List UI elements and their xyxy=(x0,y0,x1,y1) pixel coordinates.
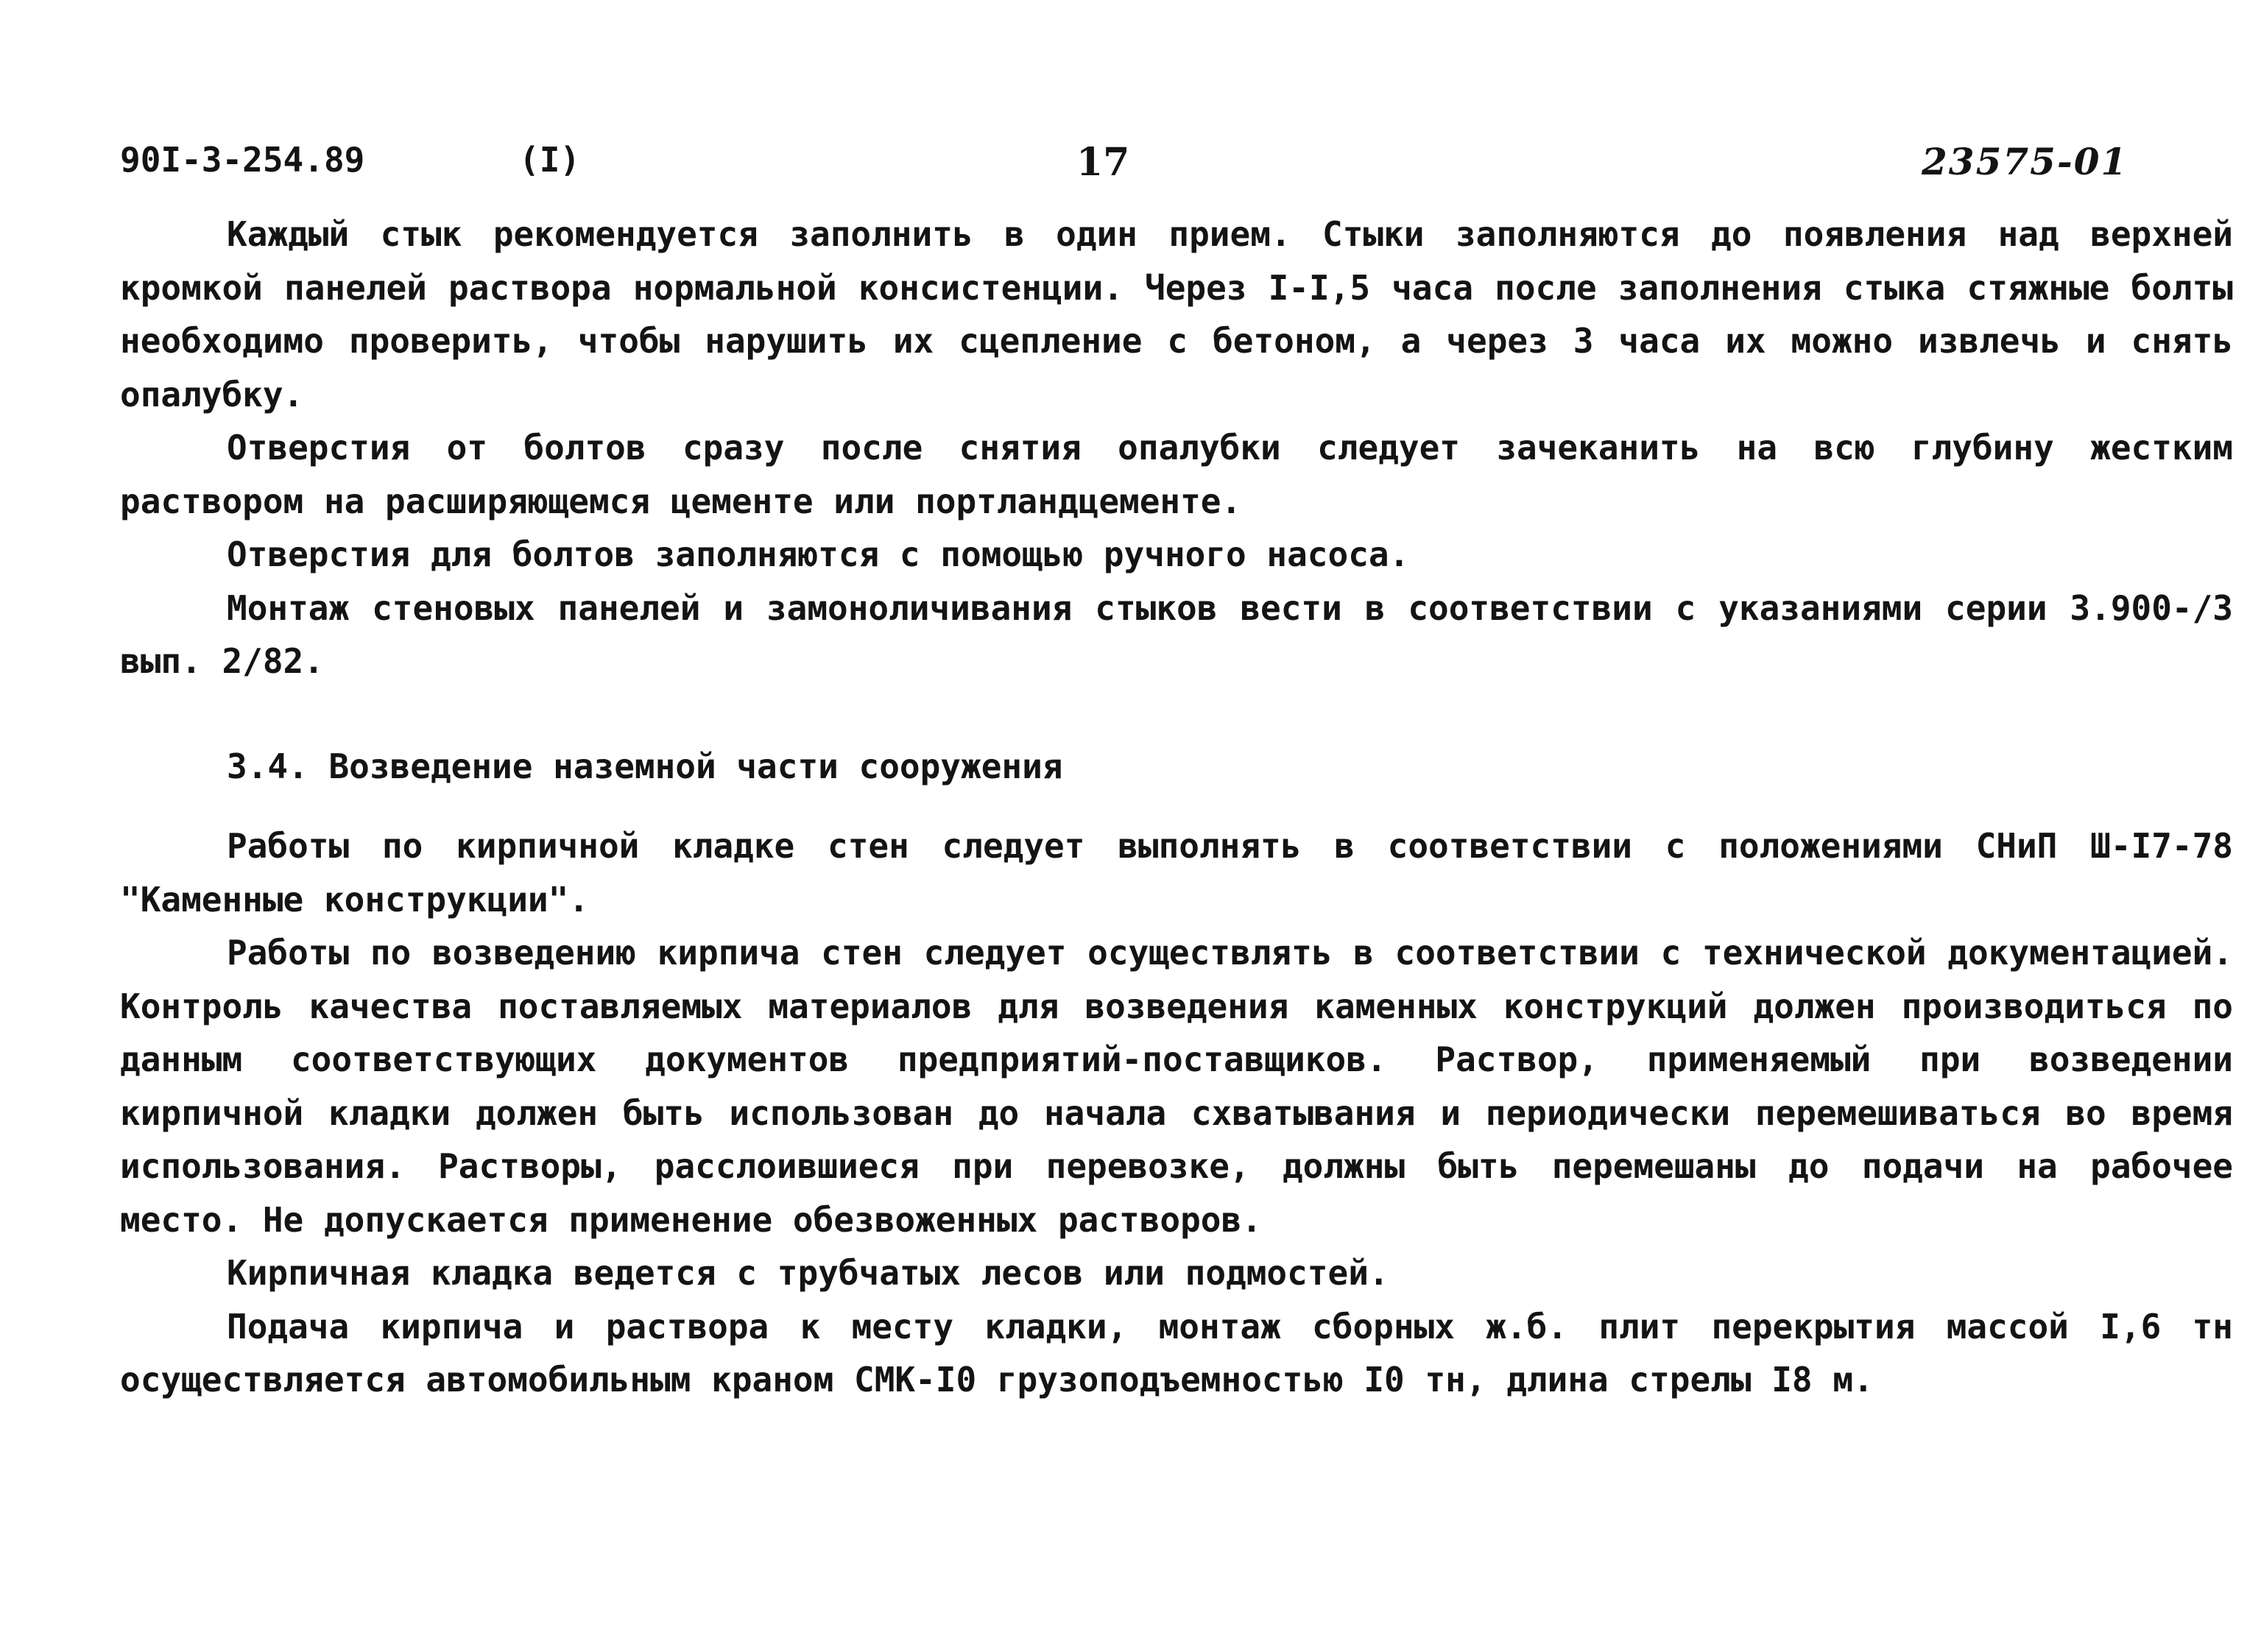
paragraph: Монтаж стеновых панелей и замоноличивания стыков вести в соответствии с указаниями серии 3.900-/3 вып. 2/82. xyxy=(120,587,2233,681)
document-part: (I) xyxy=(519,140,581,180)
document-code: 90I-3-254.89 xyxy=(120,140,365,180)
page-header xyxy=(0,140,2261,191)
paragraph: Кирпичная кладка ведется с трубчатых лесов или подмостей. xyxy=(227,1253,1389,1293)
paragraph: Работы по возведению кирпича стен следует осуществлять в соответствии с технической документацией. Контроль качества поставляемых материалов для возведения каменных конструкций должен производиться по данным соответствующих документов предприятий-поставщиков. Раствор, применяемый при возведении кирпичной кладки должен быть использован до начала схватывания и периодически перемешиваться во время использования. Растворы, расслоившиеся при перевозке, должны быть перемешаны до подачи на рабочее место. Не допускается применение обезвоженных растворов. xyxy=(120,933,2233,1240)
page-number: 17 xyxy=(1076,140,1130,185)
archive-number: 23575-01 xyxy=(1922,140,2128,183)
paragraph: Отверстия для болтов заполняются с помощью ручного насоса. xyxy=(227,534,1410,574)
paragraph: Каждый стык рекомендуется заполнить в один прием. Стыки заполняются до появления над верхней кромкой панелей раствора нормальной консистенции. Через I-I,5 часа после заполнения стыка стяжные болты необходимо проверить, чтобы нарушить их сцепление с бетоном, а через 3 часа их можно извлечь и снять опалубку. xyxy=(120,214,2233,414)
paragraph: Работы по кирпичной кладке стен следует выполнять в соответствии с положениями СНиП Ш-I7-78 "Каменные конструкции". xyxy=(120,826,2233,919)
section-heading: 3.4. Возведение наземной части сооружения xyxy=(227,746,1063,786)
document-body xyxy=(120,208,2233,1407)
paragraph: Подача кирпича и раствора к месту кладки, монтаж сборных ж.б. плит перекрытия массой I,6 тн осуществляется автомобильным краном СМК-I0 грузоподъемностью I0 тн, длина стрелы I8 м. xyxy=(120,1306,2233,1399)
paragraph: Отверстия от болтов сразу после снятия опалубки следует зачеканить на всю глубину жестким раствором на расширяющемся цементе или портландцементе. xyxy=(120,428,2233,521)
